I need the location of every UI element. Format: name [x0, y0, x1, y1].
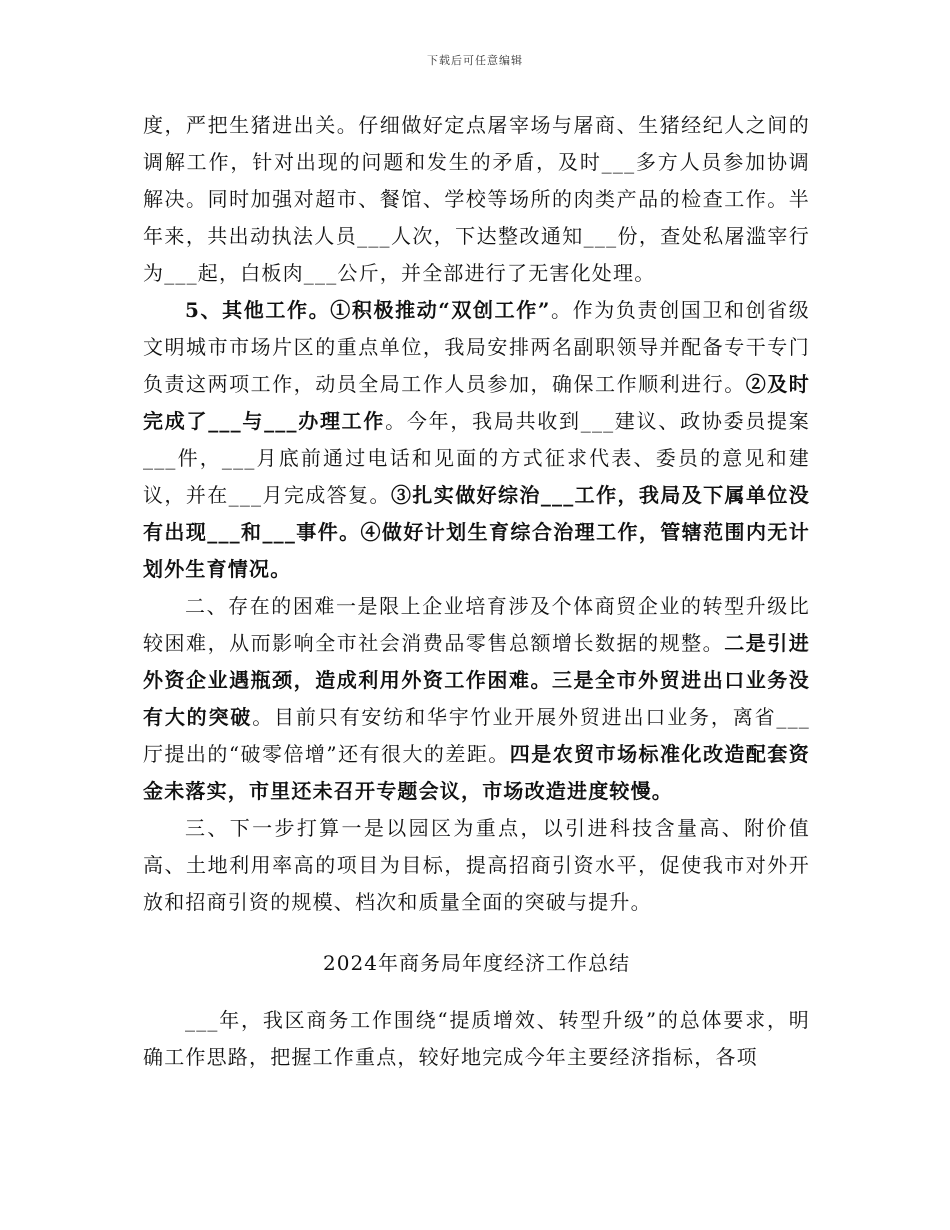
section-title: 2024年商务局年度经济工作总结	[323, 951, 630, 975]
governance-text: ③扎实做好综治___工作，我局及下属单位没有出现___和___事件。④做好计划生育综合治理工作，管辖范围内无计划外生育情况。	[143, 483, 810, 581]
difficulties-text-2: 二是引进外资企业遇瓶颈，造成利用外资工作困难。三是全市外贸进出口业务没有大的突破	[143, 631, 810, 729]
proposal-text: 。今年，我局共收到___建议、政协委员提案___件，___月底前通过电话和见面的方式征求代表、委员的意见和建议，并在___月完成答复。	[143, 409, 810, 507]
other-work-heading: 5、其他工作。①积极推动“双创工作”	[185, 298, 551, 322]
difficulties-text-4: 四是农贸市场标准化改造配套资金未落实，市里还未召开专题会议，市场改造进度较慢。	[143, 742, 810, 803]
paragraph-other-work	[143, 292, 810, 588]
paragraph-slaughter-control: 度，严把生猪进出关。仔细做好定点屠宰场与屠商、生猪经纪人之间的调解工作，针对出现的问题和发生的矛盾，及时___多方人员参加协调解决。同时加强对超市、餐馆、学校等场所的肉类产品的检查工作。半年来，共出动执法人员___人次，下达整改通知___份，查处私屠滥宰行为___起，白板肉___公斤，并全部进行了无害化处理。	[143, 113, 810, 285]
proposal-heading: ②及时完成了___与___办理工作	[143, 372, 810, 433]
page-header: 下载后可任意编辑	[427, 54, 523, 67]
other-work-text: 。作为负责创国卫和创省级文明城市市场片区的重点单位，我局安排两名副职领导并配备专干专门负责这两项工作，动员全局工作人员参加，确保工作顺利进行。	[143, 298, 811, 396]
paragraph-next-steps: 三、下一步打算一是以园区为重点，以引进科技含量高、附价值高、土地利用率高的项目为目标，提高招商引资水平，促使我市对外开放和招商引资的规模、档次和质量全面的突破与提升。	[143, 816, 810, 914]
paragraph-summary-intro: ___年，我区商务工作围绕“提质增效、转型升级”的总体要求，明确工作思路，把握工作重点，较好地完成今年主要经济指标，各项	[143, 1008, 810, 1069]
difficulties-text-1: 二、存在的困难一是限上企业培育涉及个体商贸企业的转型升级比较困难，从而影响全市社会消费品零售总额增长数据的规整。	[143, 594, 810, 655]
paragraph-difficulties	[143, 588, 810, 810]
difficulties-text-3: 。目前只有安纺和华宇竹业开展外贸进出口业务，离省___厅提出的“破零倍增”还有很大的差距。	[143, 705, 811, 766]
document-body	[143, 107, 810, 1076]
